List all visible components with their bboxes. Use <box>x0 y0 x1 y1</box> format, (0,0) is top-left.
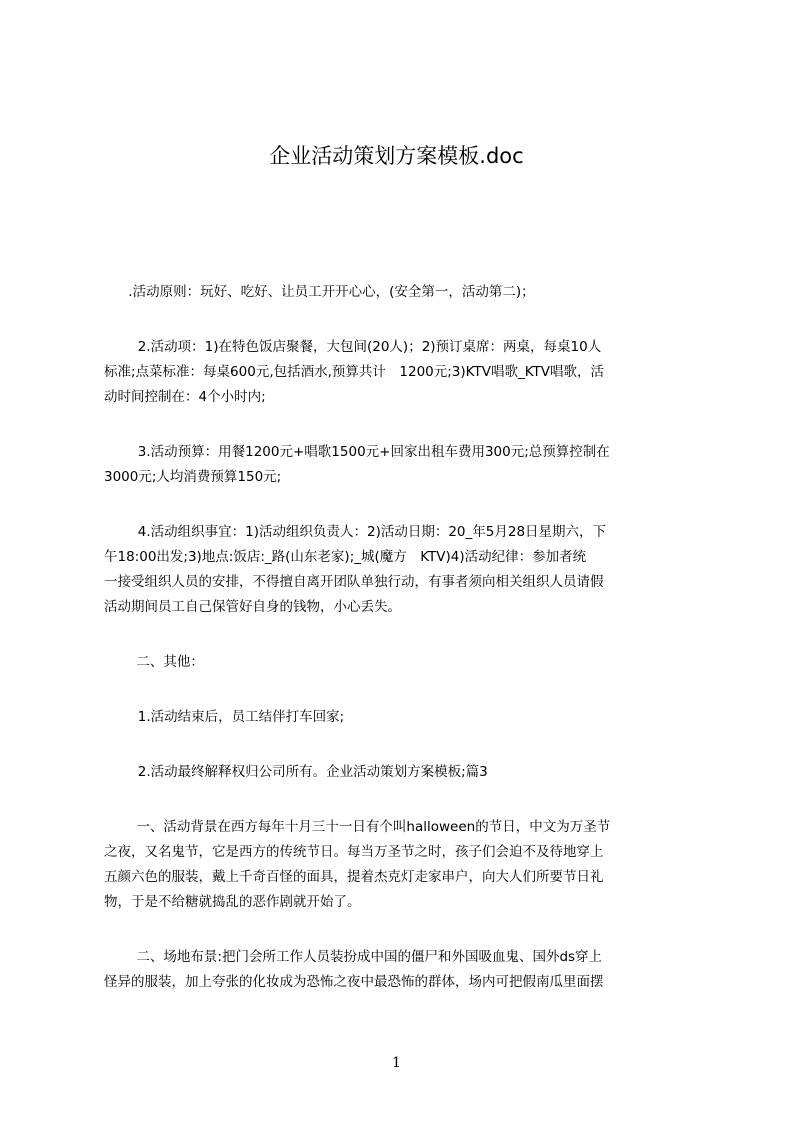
text-line: 4.活动组织事宜：1)活动组织负责人：2)活动日期：20_年5月28日星期六，下 <box>137 524 607 540</box>
paragraph-item-1 <box>104 705 698 730</box>
paragraph-budget <box>104 440 698 490</box>
text-line: 一接受组织人员的安排，不得擅自离开团队单独行动，有事者须向相关组织人员请假 <box>104 574 604 590</box>
text-line: 1.活动结束后，员工结伴打车回家; <box>137 709 345 725</box>
page-number: 1 <box>392 1055 401 1071</box>
text-line: 五颜六色的服装，戴上千奇百怪的面具，提着杰克灯走家串户，向大人们所要节日礼 <box>104 869 604 885</box>
text-line: 动时间控制在：4个小时内; <box>104 389 266 405</box>
text-line: 之夜，又名鬼节，它是西方的传统节日。每当万圣节之时，孩子们会迫不及待地穿上 <box>104 844 604 860</box>
document-title: 企业活动策划方案模板.doc <box>269 144 524 168</box>
paragraph-organization <box>104 520 698 620</box>
paragraph-principles <box>104 280 698 305</box>
paragraph-item-2 <box>104 760 698 785</box>
paragraph-venue <box>104 945 698 995</box>
text-line: 二、场地布景:把门会所工作人员装扮成中国的僵尸和外国吸血鬼、国外ds穿上 <box>136 949 603 965</box>
text-line: 午18:00出发;3)地点:饭店:_路(山东老家);_城(魔方 KTV)4)活动纪律：参加者统 <box>104 549 587 565</box>
section-heading-other <box>104 650 698 675</box>
text-line: 二、其他： <box>136 654 204 670</box>
text-line: 3.活动预算：用餐1200元+唱歌1500元+回家出租车费用300元;总预算控制在 <box>137 444 610 460</box>
paragraph-activity-items <box>104 335 698 410</box>
text-line: 活动期间员工自己保管好自身的钱物，小心丢失。 <box>104 599 401 615</box>
text-line: 怪异的服装，加上夸张的化妆成为恐怖之夜中最恐怖的群体，场内可把假南瓜里面摆 <box>104 974 604 990</box>
text-line: 物，于是不给糖就捣乱的恶作剧就开始了。 <box>104 894 361 910</box>
text-line: 标准;点菜标准：每桌600元,包括酒水,预算共计 1200元;3)KTV唱歌_KTV唱歌，活 <box>104 364 604 380</box>
paragraph-background <box>104 815 698 915</box>
document-body <box>104 280 698 995</box>
text-line: 2.活动最终解释权归公司所有。企业活动策划方案模板;篇3 <box>137 764 488 780</box>
text-line: 3000元;人均消费预算150元; <box>104 469 282 485</box>
text-line: 2.活动项：1)在特色饭店聚餐，大包间(20人)；2)预订桌席：两桌，每桌10人 <box>137 339 602 355</box>
text-line: 一、活动背景在西方每年十月三十一日有个叫halloween的节日，中文为万圣节 <box>136 819 611 835</box>
text-line: .活动原则：玩好、吃好、让员工开开心心，(安全第一，活动第二)； <box>128 284 535 300</box>
